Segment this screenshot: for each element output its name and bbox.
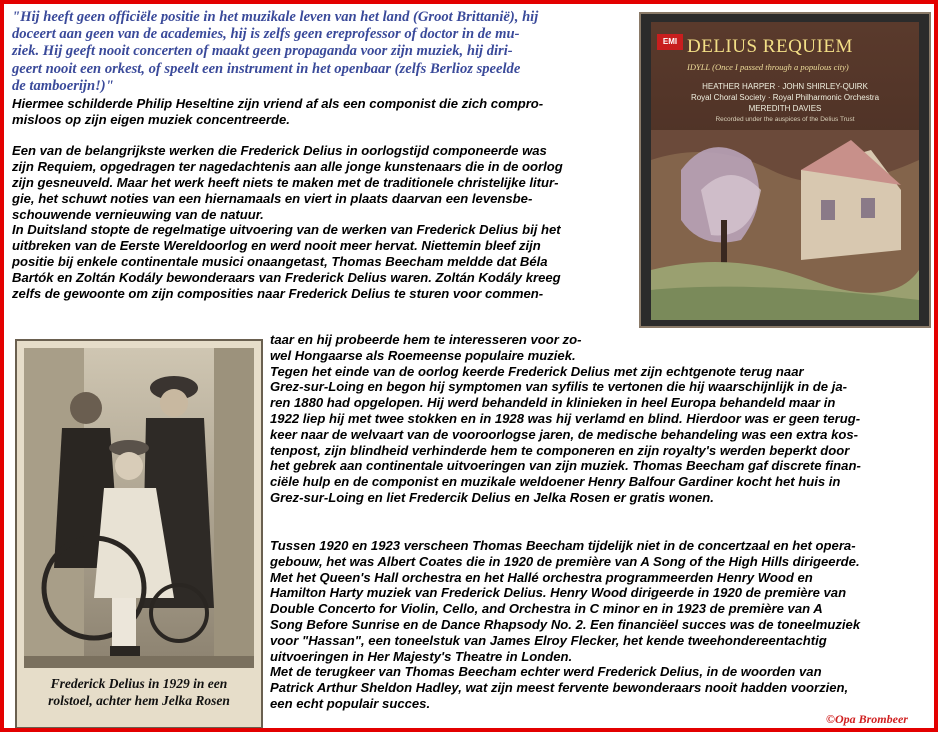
text-line: In Duitsland stopte de regelmatige uitvoering van de werken van Frederick Delius bij het	[12, 222, 561, 238]
photo-caption	[23, 675, 255, 709]
text-line: een echt populair succes.	[270, 695, 431, 711]
album-conductor: MEREDITH DAVIES	[748, 104, 822, 113]
text-line: voor "Hassan", een toneelstuk van James Elroy Flecker, het kende tweehondereentachtig	[270, 632, 827, 648]
album-note: Recorded under the auspices of the Delius Trust	[715, 116, 855, 123]
text-line: misloos op zijn eigen muziek concentreerde.	[12, 111, 290, 127]
album-performers: HEATHER HARPER · JOHN SHIRLEY-QUIRK	[702, 82, 868, 91]
text-line: Tegen het einde van de oorlog keerde Frederick Delius met zijn echtgenote terug naar	[270, 363, 804, 379]
quote-line: geert nooit een orkest, of speelt een instrument in het openbaar (zelfs Berlioz speelde	[12, 60, 521, 77]
text-line: positie bij enkele continentale musici onaangetast, Thomas Beecham meldde dat Béla	[12, 253, 548, 269]
album-painting	[651, 130, 919, 320]
heseltine-quote	[12, 9, 632, 95]
caption-line: Frederick Delius in 1929 in een	[50, 676, 228, 691]
text-line: taar en hij probeerde hem te interesseren voor zo-	[270, 332, 582, 347]
text-line: keer naar de welvaart van de vooroorlogse jaren, de medische behandeling was een extra kos-	[270, 426, 858, 442]
text-line: gie, het schuwt noties van een hiernamaals en viert in plaats daarvan een levensbe-	[12, 190, 533, 206]
text-line: uitbreken van de Eerste Wereldoorlog en werd nooit meer hervat. Niettemin bleef zijn	[12, 238, 541, 254]
text-line: ciële hulp en de componist en muzikale weldoener Henry Balfour Gardiner kocht het huis in	[270, 474, 841, 490]
text-line: tenpost, zijn blindheid verhinderde hem te componeren en zijn royalty's werden beperkt door	[270, 442, 850, 458]
copyright-credit: ©Opa Brombeer	[826, 712, 908, 726]
album-cover	[651, 22, 919, 320]
quote-line: doceert aan geen van de academies, hij is zelfs geen ereprofessor of doctor in de mu-	[12, 26, 520, 43]
body-text-top	[12, 96, 630, 301]
text-line: Patrick Arthur Sheldon Hadley, wat zijn meest fervente bewonderaars nooit hadden voorzien,	[270, 680, 849, 696]
text-line: zijn gesneuveld. Maar het werk heeft niets te maken met de traditionele christelijke litur-	[12, 174, 559, 190]
text-line: wel Hongaarse als Roemeense populaire muziek.	[270, 347, 576, 363]
text-line: Hamilton Harty muziek van Frederick Delius. Henry Wood dirigeerde in 1920 de première van	[270, 585, 847, 601]
text-line: schouwende vernieuwing van de natuur.	[12, 206, 264, 222]
text-line: Met het Queen's Hall orchestra en het Hallé orchestra programmeerden Henry Wood en	[270, 569, 813, 585]
paragraph-gap	[12, 128, 630, 144]
quote-line: ziek. Hij geeft nooit concerten of maakt geen propaganda voor zijn muziek, hij diri-	[12, 43, 513, 60]
text-line: uitvoeringen in Her Majesty's Theatre in Londen.	[270, 648, 573, 664]
text-line: Double Concerto for Violin, Cello, and Orchestra in C minor en in 1923 de première van A	[270, 601, 823, 617]
album-title: DELIUS REQUIEM	[687, 36, 853, 57]
emi-logo: EMI	[657, 34, 683, 50]
body-text-middle	[270, 332, 934, 506]
photo-frame	[15, 339, 263, 729]
text-line: Grez-sur-Loing en begon hij symptomen van syfilis te vertonen die hij waarschijnlijk in de ja-	[270, 379, 847, 395]
text-line: Een van de belangrijkste werken die Frederick Delius in oorlogstijd componeerde was	[12, 143, 547, 159]
text-line: het gebrek aan continentale uitvoeringen van zijn muziek. Thomas Beecham gaf discrete finan-	[270, 458, 861, 474]
text-line: Met de terugkeer van Thomas Beecham echter werd Frederick Delius, in de woorden van	[270, 664, 822, 680]
text-line: Hiermee schilderde Philip Heseltine zijn vriend af als een componist die zich compro-	[12, 96, 544, 111]
delius-wheelchair-photo	[24, 348, 254, 668]
album-ensembles: Royal Choral Society · Royal Philharmonic Orchestra	[690, 93, 880, 102]
quote-line: "Hij heeft geen officiële positie in het muzikale leven van het land (Groot Brittanië), hij	[12, 9, 539, 25]
text-line: zelfs de gewoonte om zijn composities naar Frederick Delius te sturen voor commen-	[12, 285, 544, 301]
text-line: Bartók en Zoltán Kodály bewonderaars van Frederick Delius waren. Zoltán Kodály kreeg	[12, 269, 561, 285]
text-line: Song Before Sunrise en de Dance Rhapsody No. 2. Een financiëel succes was de toneelmuziek	[270, 616, 861, 632]
caption-line: rolstoel, achter hem Jelka Rosen	[48, 693, 230, 708]
album-cover-frame	[639, 12, 931, 328]
text-line: ren 1880 had opgelopen. Hij werd behandeld in klinieken in heel Europa behandeld maar in	[270, 395, 836, 411]
text-line: zijn Requiem, opgedragen ter nagedachtenis aan alle jonge kunstenaars die in de oorlog	[12, 159, 563, 175]
text-line: Tussen 1920 en 1923 verscheen Thomas Beecham tijdelijk niet in de concertzaal en het opera-	[270, 538, 856, 553]
text-line: Grez-sur-Loing en liet Fredercik Delius en Jelka Rosen er gratis wonen.	[270, 489, 714, 505]
album-subtitle: IDYLL (Once I passed through a populous city)	[687, 62, 849, 72]
quote-line: de tamboerijn!)"	[12, 77, 114, 94]
text-line: gebouw, het was Albert Coates die in 1920 de première van A Song of the High Hills dirigeerde.	[270, 553, 860, 569]
text-line: 1922 liep hij met twee stokken en in 1928 was hij verlamd en blind. Hierdoor was er geen terug-	[270, 410, 861, 426]
body-text-bottom	[270, 538, 934, 712]
